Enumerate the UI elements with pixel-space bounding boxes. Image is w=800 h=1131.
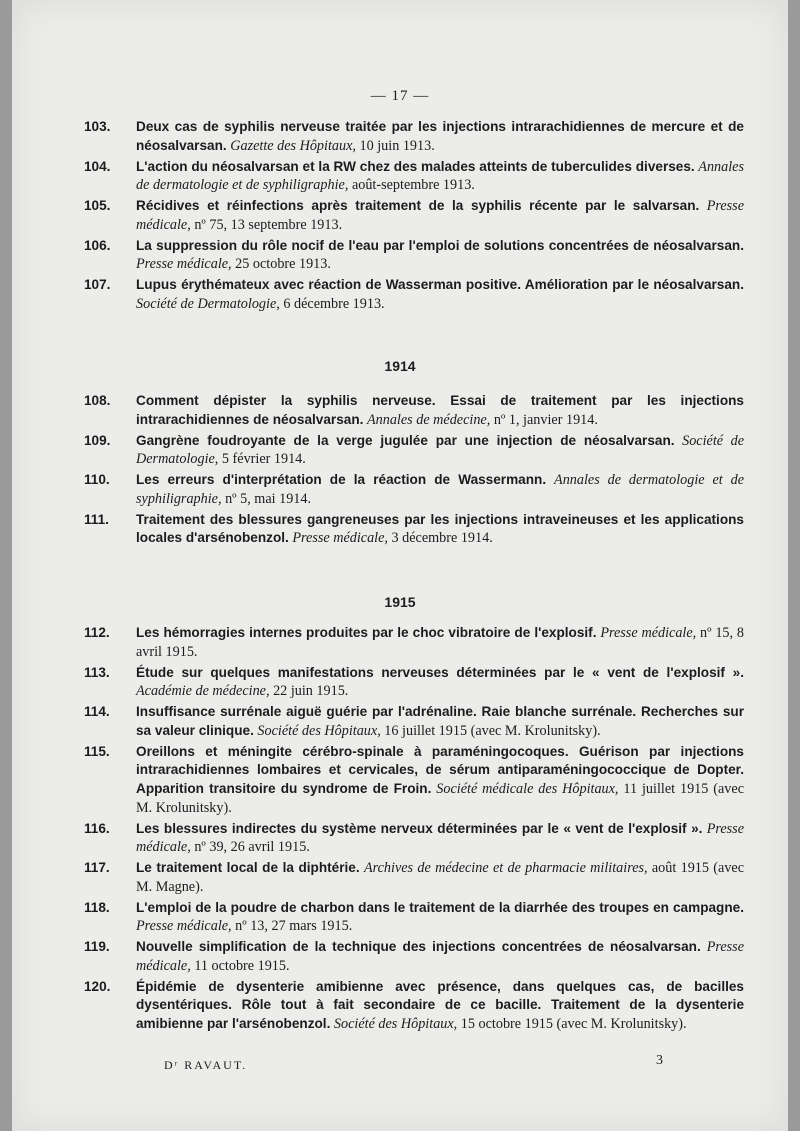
entry-title: Oreillons et méningite cérébro-spinale à paraméningocoques. Guérison par injections intrarachidiennes lombaires et cervicales, de sérum antiparaméningococcique de Dopter. Apparition transitoire du syndrome de Froin.: [136, 743, 744, 796]
bibliography-entry: [84, 703, 744, 740]
entry-reference: Presse médicale,: [136, 939, 745, 974]
bibliography-entry: [84, 859, 744, 896]
entry-details: 16 juillet 1915 (avec M. Krolunitsky).: [380, 722, 601, 739]
entry-reference: Gazette des Hôpitaux,: [230, 137, 356, 154]
entry-details: 10 juin 1913.: [355, 137, 435, 154]
entry-reference: Presse médicale,: [292, 530, 388, 547]
entry-number: 120.: [84, 978, 111, 994]
bibliography-entry: [84, 392, 744, 429]
entry-title: Traitement des blessures gangreneuses par les injections intraveineuses et les applications locales d'arsénobenzol.: [136, 511, 744, 546]
entry-title: Insuffisance surrénale aiguë guérie par l'adrénaline. Raie blanche surrénale. Recherches sur sa valeur clinique.: [136, 704, 744, 738]
entry-details: août-septembre 1913.: [348, 177, 475, 194]
entry-reference: Société médicale des Hôpitaux,: [436, 780, 619, 797]
section-1913: [84, 118, 744, 316]
entry-details: nº 13, 27 mars 1915.: [231, 918, 353, 935]
bibliography-entry: [84, 978, 744, 1034]
entry-number: 107.: [84, 277, 111, 293]
entry-number: 116.: [84, 820, 110, 836]
year-heading-1914: 1914: [384, 358, 416, 374]
entry-reference: Annales de dermatologie et de syphiligraphie,: [136, 472, 745, 507]
entry-reference: Presse médicale,: [136, 918, 232, 935]
entry-title: Deux cas de syphilis nerveuse traitée par les injections intrarachidiennes de mercure et de néosalvarsan.: [136, 119, 744, 153]
entry-details: 6 décembre 1913.: [279, 295, 385, 312]
entry-number: 114.: [84, 704, 110, 720]
entry-details: 3 décembre 1914.: [387, 530, 493, 547]
entry-number: 113.: [84, 664, 110, 680]
entry-number: 106.: [84, 237, 111, 253]
entry-reference: Archives de médecine et de pharmacie militaires,: [363, 860, 648, 877]
entry-reference: Société des Hôpitaux,: [257, 722, 381, 739]
footer-author: Dʳ RAVAUT.: [164, 1058, 248, 1072]
entry-number: 104.: [84, 158, 111, 174]
entry-number: 118.: [84, 899, 110, 915]
entry-number: 112.: [84, 625, 110, 640]
entry-reference: Annales de médecine,: [366, 411, 491, 428]
entry-reference: Presse médicale,: [136, 256, 232, 273]
entry-title: Le traitement local de la diphtérie.: [136, 860, 360, 876]
entry-reference: Société de Dermatologie,: [136, 432, 745, 468]
entry-number: 103.: [84, 119, 111, 134]
entry-number: 109.: [84, 432, 111, 448]
entry-details: 5 février 1914.: [218, 451, 306, 468]
entry-number: 105.: [84, 198, 111, 214]
bibliography-entry: [84, 471, 744, 508]
bibliography-entry: [84, 432, 744, 469]
entry-number: 111.: [84, 511, 109, 527]
entry-title: Étude sur quelques manifestations nerveuses déterminées par le « vent de l'explosif ».: [136, 664, 744, 680]
bibliography-entry: [84, 899, 744, 936]
footer-sheet-number: 3: [656, 1053, 663, 1068]
entry-title: Les blessures indirectes du système nerveux déterminées par le « vent de l'explosif ».: [136, 820, 703, 836]
bibliography-entry: [84, 624, 744, 661]
entry-details: 22 juin 1915.: [269, 683, 349, 700]
bibliography-entry: [84, 938, 744, 975]
entry-details: nº 1, janvier 1914.: [490, 411, 598, 428]
entry-details: 11 octobre 1915.: [190, 957, 290, 974]
entry-reference: Presse médicale,: [136, 198, 744, 233]
entry-details: nº 75, 13 septembre 1913.: [190, 216, 343, 233]
entry-details: août 1915 (avec M. Magne).: [136, 860, 745, 895]
entry-title: Nouvelle simplification de la technique des injections concentrées de néosalvarsan.: [136, 939, 701, 955]
entry-number: 117.: [84, 860, 110, 876]
page-number: — 17 —: [370, 88, 430, 104]
section-1915: [84, 624, 744, 1036]
entry-reference: Société des Hôpitaux,: [333, 1016, 458, 1032]
section-1914: [84, 392, 744, 550]
entry-number: 119.: [84, 939, 110, 955]
entry-details: 11 juillet 1915 (avec M. Krolunitsky).: [136, 780, 744, 816]
entry-number: 110.: [84, 472, 110, 488]
entry-title: Lupus érythémateux avec réaction de Wasserman positive. Amélioration par le néosalvarsan.: [136, 277, 744, 293]
entry-details: nº 39, 26 avril 1915.: [190, 839, 310, 856]
bibliography-entry: [84, 511, 744, 548]
entry-details: 25 octobre 1913.: [231, 256, 331, 273]
entry-title: La suppression du rôle nocif de l'eau par l'emploi de solutions concentrées de néosalvarsan.: [136, 237, 744, 253]
bibliography-entry: [84, 743, 744, 817]
entry-title: Les hémorragies internes produites par le choc vibratoire de l'explosif.: [136, 625, 597, 640]
entry-title: Récidives et réinfections après traitement de la syphilis récente par le salvarsan.: [136, 198, 700, 214]
bibliography-entry: [84, 820, 744, 857]
document-page: [12, 0, 788, 1131]
entry-title: Épidémie de dysenterie amibienne avec présence, dans quelques cas, de bacilles dysentériques. Rôle tout à fait secondaire de ce bacille. Traitement de la dysenterie amibienne par l'arsénobenzol.: [136, 978, 744, 1031]
bibliography-entry: [84, 197, 744, 234]
year-heading-1915: 1915: [384, 594, 416, 610]
entry-title: Gangrène foudroyante de la verge jugulée par une injection de néosalvarsan.: [136, 432, 675, 448]
entry-reference: Académie de médecine,: [136, 683, 270, 700]
entry-reference: Presse médicale,: [600, 625, 697, 641]
entry-title: L'emploi de la poudre de charbon dans le traitement de la diarrhée des troupes en campagne.: [136, 899, 744, 915]
entry-number: 108.: [84, 393, 111, 408]
bibliography-entry: [84, 237, 744, 274]
bibliography-entry: [84, 276, 744, 313]
entry-title: Les erreurs d'interprétation de la réaction de Wassermann.: [136, 472, 547, 488]
entry-reference: Presse médicale,: [136, 820, 745, 856]
entry-title: Comment dépister la syphilis nerveuse. Essai de traitement par les injections intrarachidiennes de néosalvarsan.: [136, 393, 744, 427]
entry-details: 15 octobre 1915 (avec M. Krolunitsky).: [457, 1016, 687, 1032]
entry-reference: Société de Dermatologie,: [136, 295, 280, 312]
entry-details: nº 15, 8 avril 1915.: [136, 625, 744, 660]
bibliography-entry: [84, 158, 744, 195]
entry-reference: Annales de dermatologie et de syphiligraphie,: [136, 158, 744, 194]
entry-title: L'action du néosalvarsan et la RW chez des malades atteints de tuberculides diverses.: [136, 158, 695, 174]
entry-details: nº 5, mai 1914.: [221, 490, 312, 507]
bibliography-entry: [84, 664, 744, 701]
bibliography-entry: [84, 118, 744, 155]
entry-number: 115.: [84, 743, 110, 759]
